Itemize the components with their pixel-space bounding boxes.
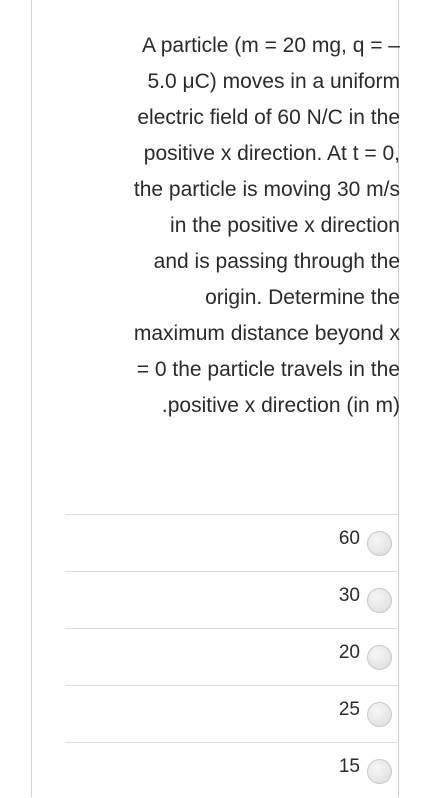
question-line: and is passing through the <box>153 250 400 273</box>
radio-button[interactable] <box>367 702 392 727</box>
question-line: in the positive x direction <box>170 214 400 237</box>
question-line: maximum distance beyond x <box>133 322 400 345</box>
question-line: A particle (m = 20 mg, q = – <box>142 34 400 57</box>
question-line: positive x direction. At t = 0, <box>143 142 400 165</box>
option-label: 25 <box>338 699 360 720</box>
option-label: 30 <box>338 585 360 606</box>
answer-option-15[interactable] <box>65 742 398 798</box>
radio-button[interactable] <box>367 645 392 670</box>
question-line: = 0 the particle travels in the <box>136 358 400 381</box>
option-label: 20 <box>338 642 360 663</box>
question-card <box>31 0 399 797</box>
radio-button[interactable] <box>367 531 392 556</box>
answer-option-25[interactable] <box>65 685 398 741</box>
answer-option-20[interactable] <box>65 628 398 684</box>
option-label: 15 <box>338 756 360 777</box>
question-line: the particle is moving 30 m/s <box>133 178 400 201</box>
radio-button[interactable] <box>367 588 392 613</box>
question-line: .positive x direction (in m) <box>161 394 400 417</box>
question-line: 5.0 μC) moves in a uniform <box>147 70 400 93</box>
answer-option-30[interactable] <box>65 571 398 627</box>
question-line: origin. Determine the <box>205 286 400 309</box>
radio-button[interactable] <box>367 759 392 784</box>
question-line: electric field of 60 N/C in the <box>137 106 400 129</box>
option-label: 60 <box>338 528 360 549</box>
question-text <box>68 28 400 424</box>
answer-option-60[interactable] <box>65 514 398 570</box>
